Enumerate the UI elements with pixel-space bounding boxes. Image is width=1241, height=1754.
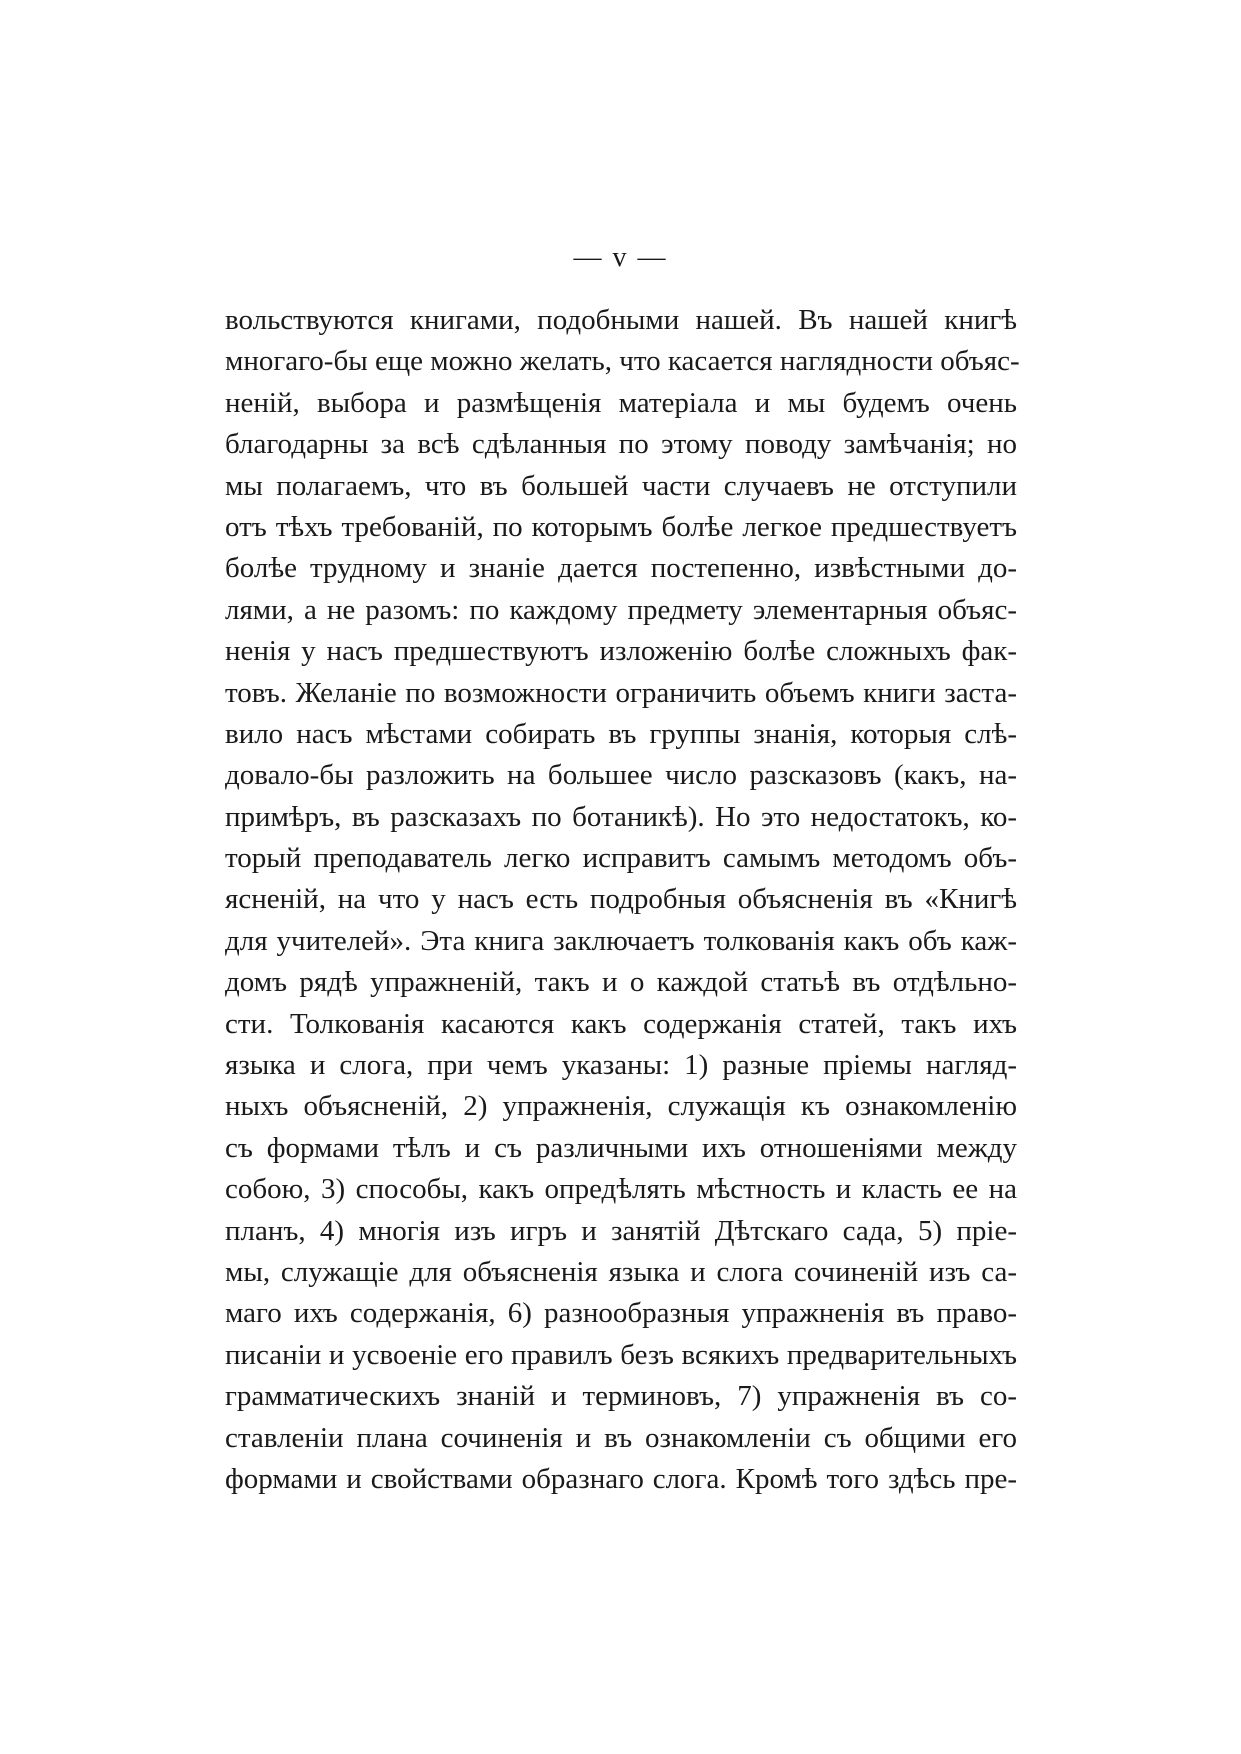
text-line: сти. Толкованія касаются какъ содержанія статей, такъ ихъ — [225, 1007, 1017, 1040]
text-line: ныхъ объясненій, 2) упражненія, служащія къ ознакомленію — [225, 1090, 1017, 1123]
text-line: многаго-бы еще можно желать, что касается наглядности объяс- — [225, 345, 1020, 378]
text-line: планъ, 4) многія изъ игръ и занятій Дѣтскаго сада, 5) пріе- — [225, 1214, 1017, 1247]
text-line: отъ тѣхъ требованій, по которымъ болѣе легкое предшествуетъ — [225, 510, 1017, 543]
text-line: товъ. Желаніе по возможности ограничить объемъ книги заста- — [225, 676, 1017, 709]
text-line: довало-бы разложить на большее число разсказовъ (какъ, на- — [225, 759, 1017, 792]
text-line: примѣръ, въ разсказахъ по ботаникѣ). Но это недостатокъ, ко- — [225, 800, 1017, 833]
text-line: ненія у насъ предшествуютъ изложенію болѣе сложныхъ фак- — [225, 635, 1017, 668]
page-number-header: — v — — [573, 242, 668, 273]
text-line: лями, а не разомъ: по каждому предмету элементарныя объяс- — [225, 593, 1017, 626]
text-line: съ формами тѣлъ и съ различными ихъ отношеніями между — [225, 1131, 1017, 1164]
text-line: болѣе трудному и знаніе дается постепенно, извѣстными до- — [225, 552, 1017, 585]
text-line: писаніи и усвоеніе его правилъ безъ всякихъ предварительныхъ — [225, 1338, 1017, 1371]
text-line: благодарны за всѣ сдѣланныя по этому поводу замѣчанія; но — [225, 428, 1017, 461]
text-line: ясненій, на что у насъ есть подробныя объясненія въ «Книгѣ — [225, 883, 1017, 916]
text-line: языка и слога, при чемъ указаны: 1) разные пріемы нагляд- — [225, 1049, 1017, 1082]
body-text — [225, 300, 1020, 1500]
text-line: маго ихъ содержанія, 6) разнообразныя упражненія въ право- — [225, 1297, 1017, 1330]
text-line: мы полагаемъ, что въ большей части случаевъ не отступили — [225, 469, 1017, 502]
text-line: торый преподаватель легко исправитъ самымъ методомъ объ- — [225, 842, 1017, 875]
text-line: неній, выбора и размѣщенія матеріала и мы будемъ очень — [225, 386, 1017, 419]
text-line: мы, служащіе для объясненія языка и слога сочиненій изъ са- — [225, 1255, 1017, 1288]
text-line: вольствуются книгами, подобными нашей. Въ нашей книгѣ — [225, 304, 1017, 336]
text-line: ставленіи плана сочиненія и въ ознакомленіи съ общими его — [225, 1421, 1017, 1454]
text-line: для учителей». Эта книга заключаетъ толкованія какъ объ каж- — [225, 924, 1017, 957]
text-line: собою, 3) способы, какъ опредѣлять мѣстность и класть ее на — [225, 1173, 1017, 1206]
text-line: вило насъ мѣстами собирать въ группы знанія, которыя слѣ- — [225, 717, 1017, 750]
text-line: домъ рядѣ упражненій, такъ и о каждой статьѣ въ отдѣльно- — [225, 966, 1017, 999]
text-line: грамматическихъ знаній и терминовъ, 7) упражненія въ со- — [225, 1380, 1017, 1413]
text-line: формами и свойствами образнаго слога. Кромѣ того здѣсь пре- — [225, 1462, 1017, 1495]
